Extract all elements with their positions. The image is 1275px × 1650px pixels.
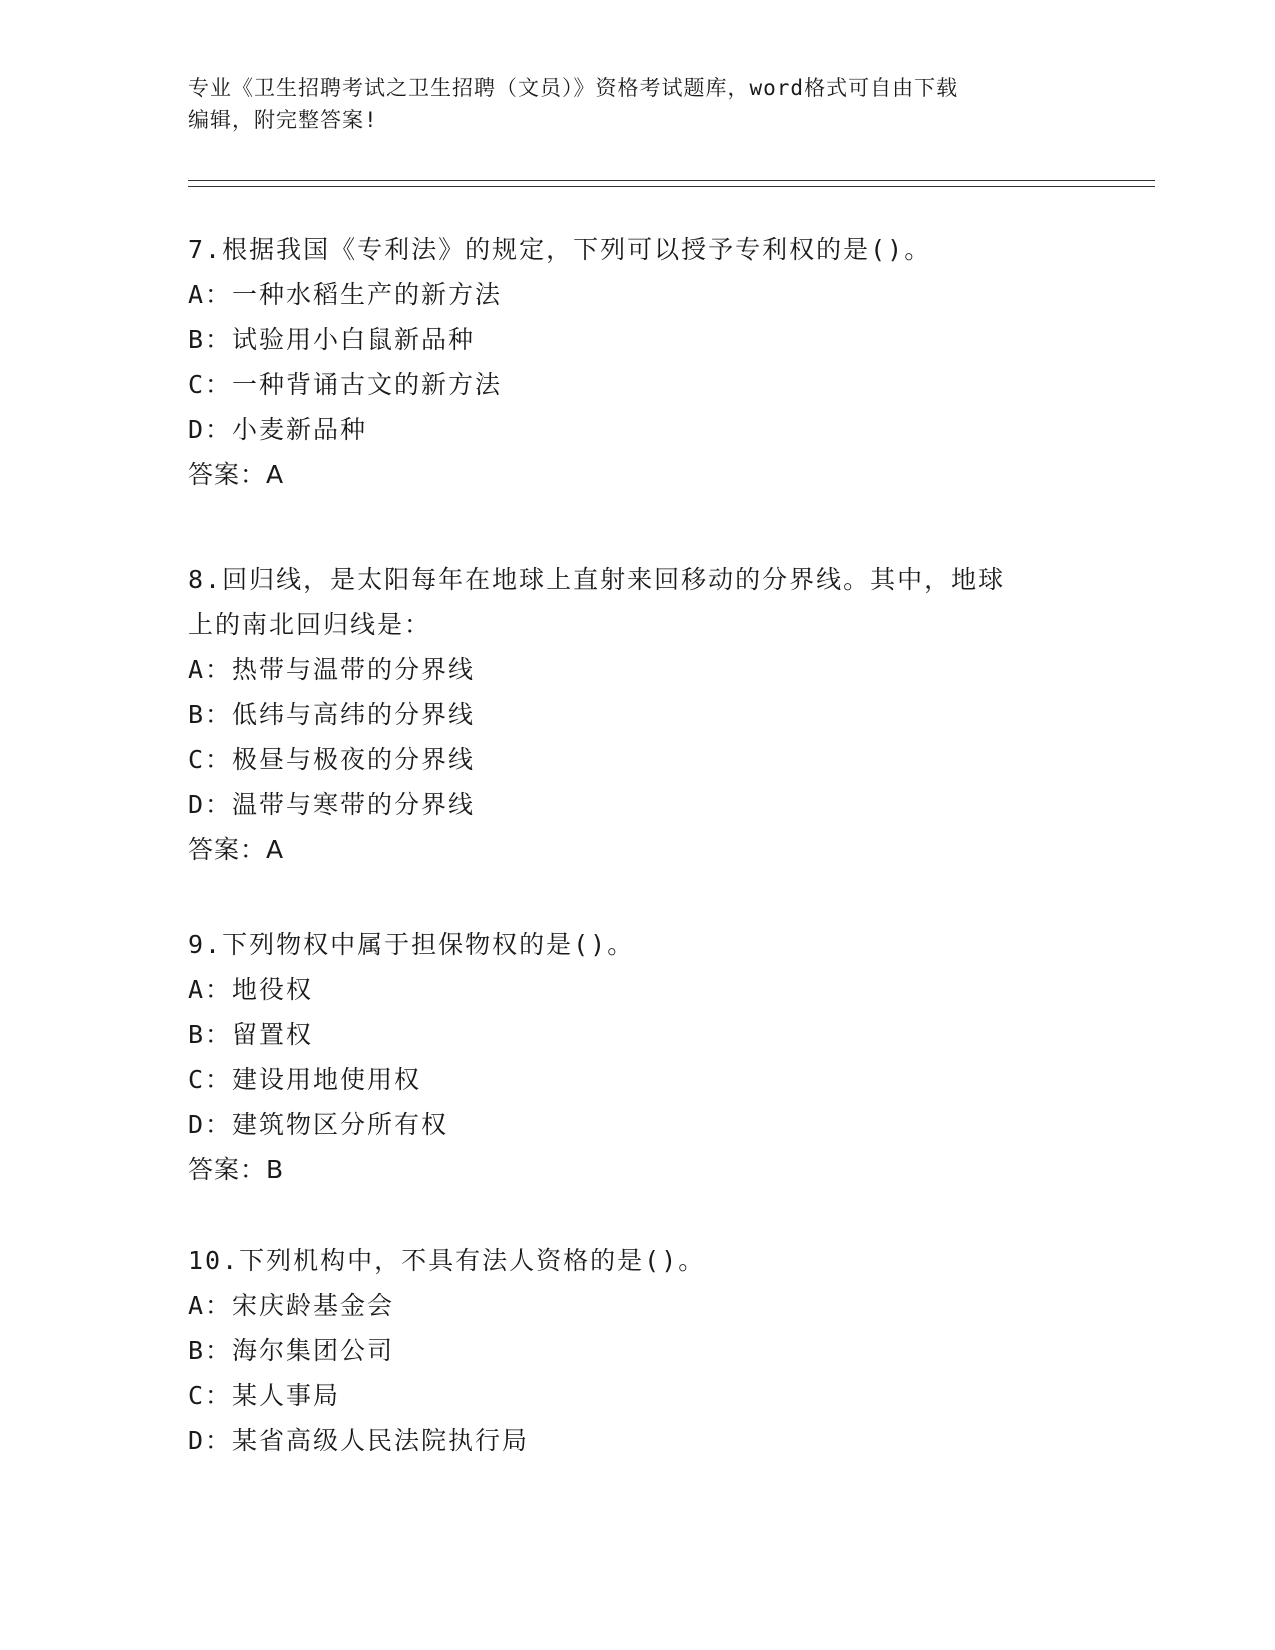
option-c: C：某人事局 [188,1381,341,1410]
answer: 答案：B [188,1155,285,1184]
option-d: D：小麦新品种 [188,415,368,444]
option-a: A：一种水稻生产的新方法 [188,280,503,309]
option-c: C：建设用地使用权 [188,1065,422,1094]
option-c: C：一种背诵古文的新方法 [188,370,503,399]
option-a: A：宋庆龄基金会 [188,1291,395,1320]
header-line-2: 编辑，附完整答案! [188,108,378,132]
answer: 答案：A [188,835,285,864]
answer: 答案：A [188,460,285,489]
question-10 [188,1238,1088,1463]
option-b: B：海尔集团公司 [188,1336,395,1365]
question-9 [188,922,1088,1192]
header-divider [188,180,1155,187]
question-stem: 10.下列机构中，不具有法人资格的是()。 [188,1246,706,1275]
header-line-1: 专业《卫生招聘考试之卫生招聘（文员）》资格考试题库，word格式可自由下载 [188,76,959,100]
option-d: D：温带与寒带的分界线 [188,790,476,819]
question-8 [188,557,1088,872]
document-header [188,72,1088,136]
question-stem-continued: 上的南北回归线是： [188,610,432,639]
option-a: A：地役权 [188,975,314,1004]
option-b: B：留置权 [188,1020,314,1049]
option-d: D：建筑物区分所有权 [188,1110,449,1139]
option-c: C：极昼与极夜的分界线 [188,745,476,774]
option-b: B：低纬与高纬的分界线 [188,700,476,729]
option-b: B：试验用小白鼠新品种 [188,325,476,354]
option-d: D：某省高级人民法院执行局 [188,1426,530,1455]
question-stem: 9.下列物权中属于担保物权的是()。 [188,930,635,959]
question-stem: 7.根据我国《专利法》的规定，下列可以授予专利权的是()。 [188,235,932,264]
question-stem: 8.回归线，是太阳每年在地球上直射来回移动的分界线。其中，地球 [188,565,1006,594]
question-7 [188,227,1088,497]
option-a: A：热带与温带的分界线 [188,655,476,684]
